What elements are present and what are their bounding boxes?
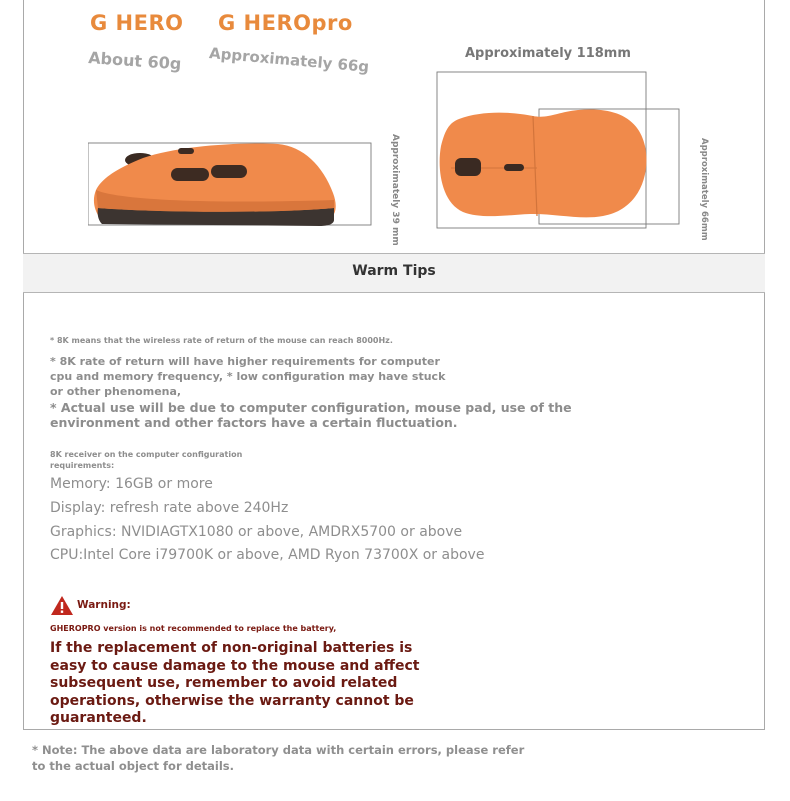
mouse-side-view-image bbox=[88, 138, 388, 230]
requirement-cpu: CPU:Intel Core i79700K or above, AMD Ryon 73700X or above bbox=[50, 547, 485, 563]
width-dimension-label: Approximately 66mm bbox=[699, 138, 709, 241]
model-name-gheropro: G HEROpro bbox=[218, 11, 353, 35]
model-name-ghero: G HERO bbox=[90, 11, 184, 35]
warning-subtitle: GHEROPRO version is not recommended to replace the battery, bbox=[50, 624, 337, 633]
length-dimension-label: Approximately 118mm bbox=[465, 46, 631, 61]
footer-note: * Note: The above data are laboratory data with certain errors, please refer to the actual object for details. bbox=[32, 743, 525, 773]
warning-icon bbox=[50, 595, 74, 616]
model-weight-gheropro: Approximately 66g bbox=[208, 44, 370, 76]
height-dimension-label: Approximately 39 mm bbox=[390, 134, 400, 246]
warm-tips-header bbox=[23, 253, 765, 293]
note-actual-use: * Actual use will be due to computer configuration, mouse pad, use of the environment and other factors have a certain fluctuation. bbox=[50, 400, 572, 430]
requirement-memory: Memory: 16GB or more bbox=[50, 476, 213, 492]
requirement-graphics: Graphics: NVIDIAGTX1080 or above, AMDRX5700 or above bbox=[50, 524, 463, 540]
note-8k-definition: * 8K means that the wireless rate of return of the mouse can reach 8000Hz. bbox=[50, 336, 393, 345]
requirement-display: Display: refresh rate above 240Hz bbox=[50, 500, 289, 516]
requirements-heading: 8K receiver on the computer configuration requirements: bbox=[50, 450, 243, 470]
model-weight-ghero: About 60g bbox=[87, 48, 182, 74]
warm-tips-title: Warm Tips bbox=[352, 263, 436, 279]
note-8k-requirements: * 8K rate of return will have higher requirements for computer cpu and memory frequency, * low configuration may have stuck or other phenomena, bbox=[50, 355, 446, 398]
warning-title: Warning: bbox=[77, 599, 131, 611]
mouse-top-view-image bbox=[433, 68, 685, 230]
warning-body: If the replacement of non-original batteries is easy to cause damage to the mouse and affect subsequent use, remember to avoid related operations, otherwise the warranty cannot be guaranteed. bbox=[50, 640, 420, 726]
